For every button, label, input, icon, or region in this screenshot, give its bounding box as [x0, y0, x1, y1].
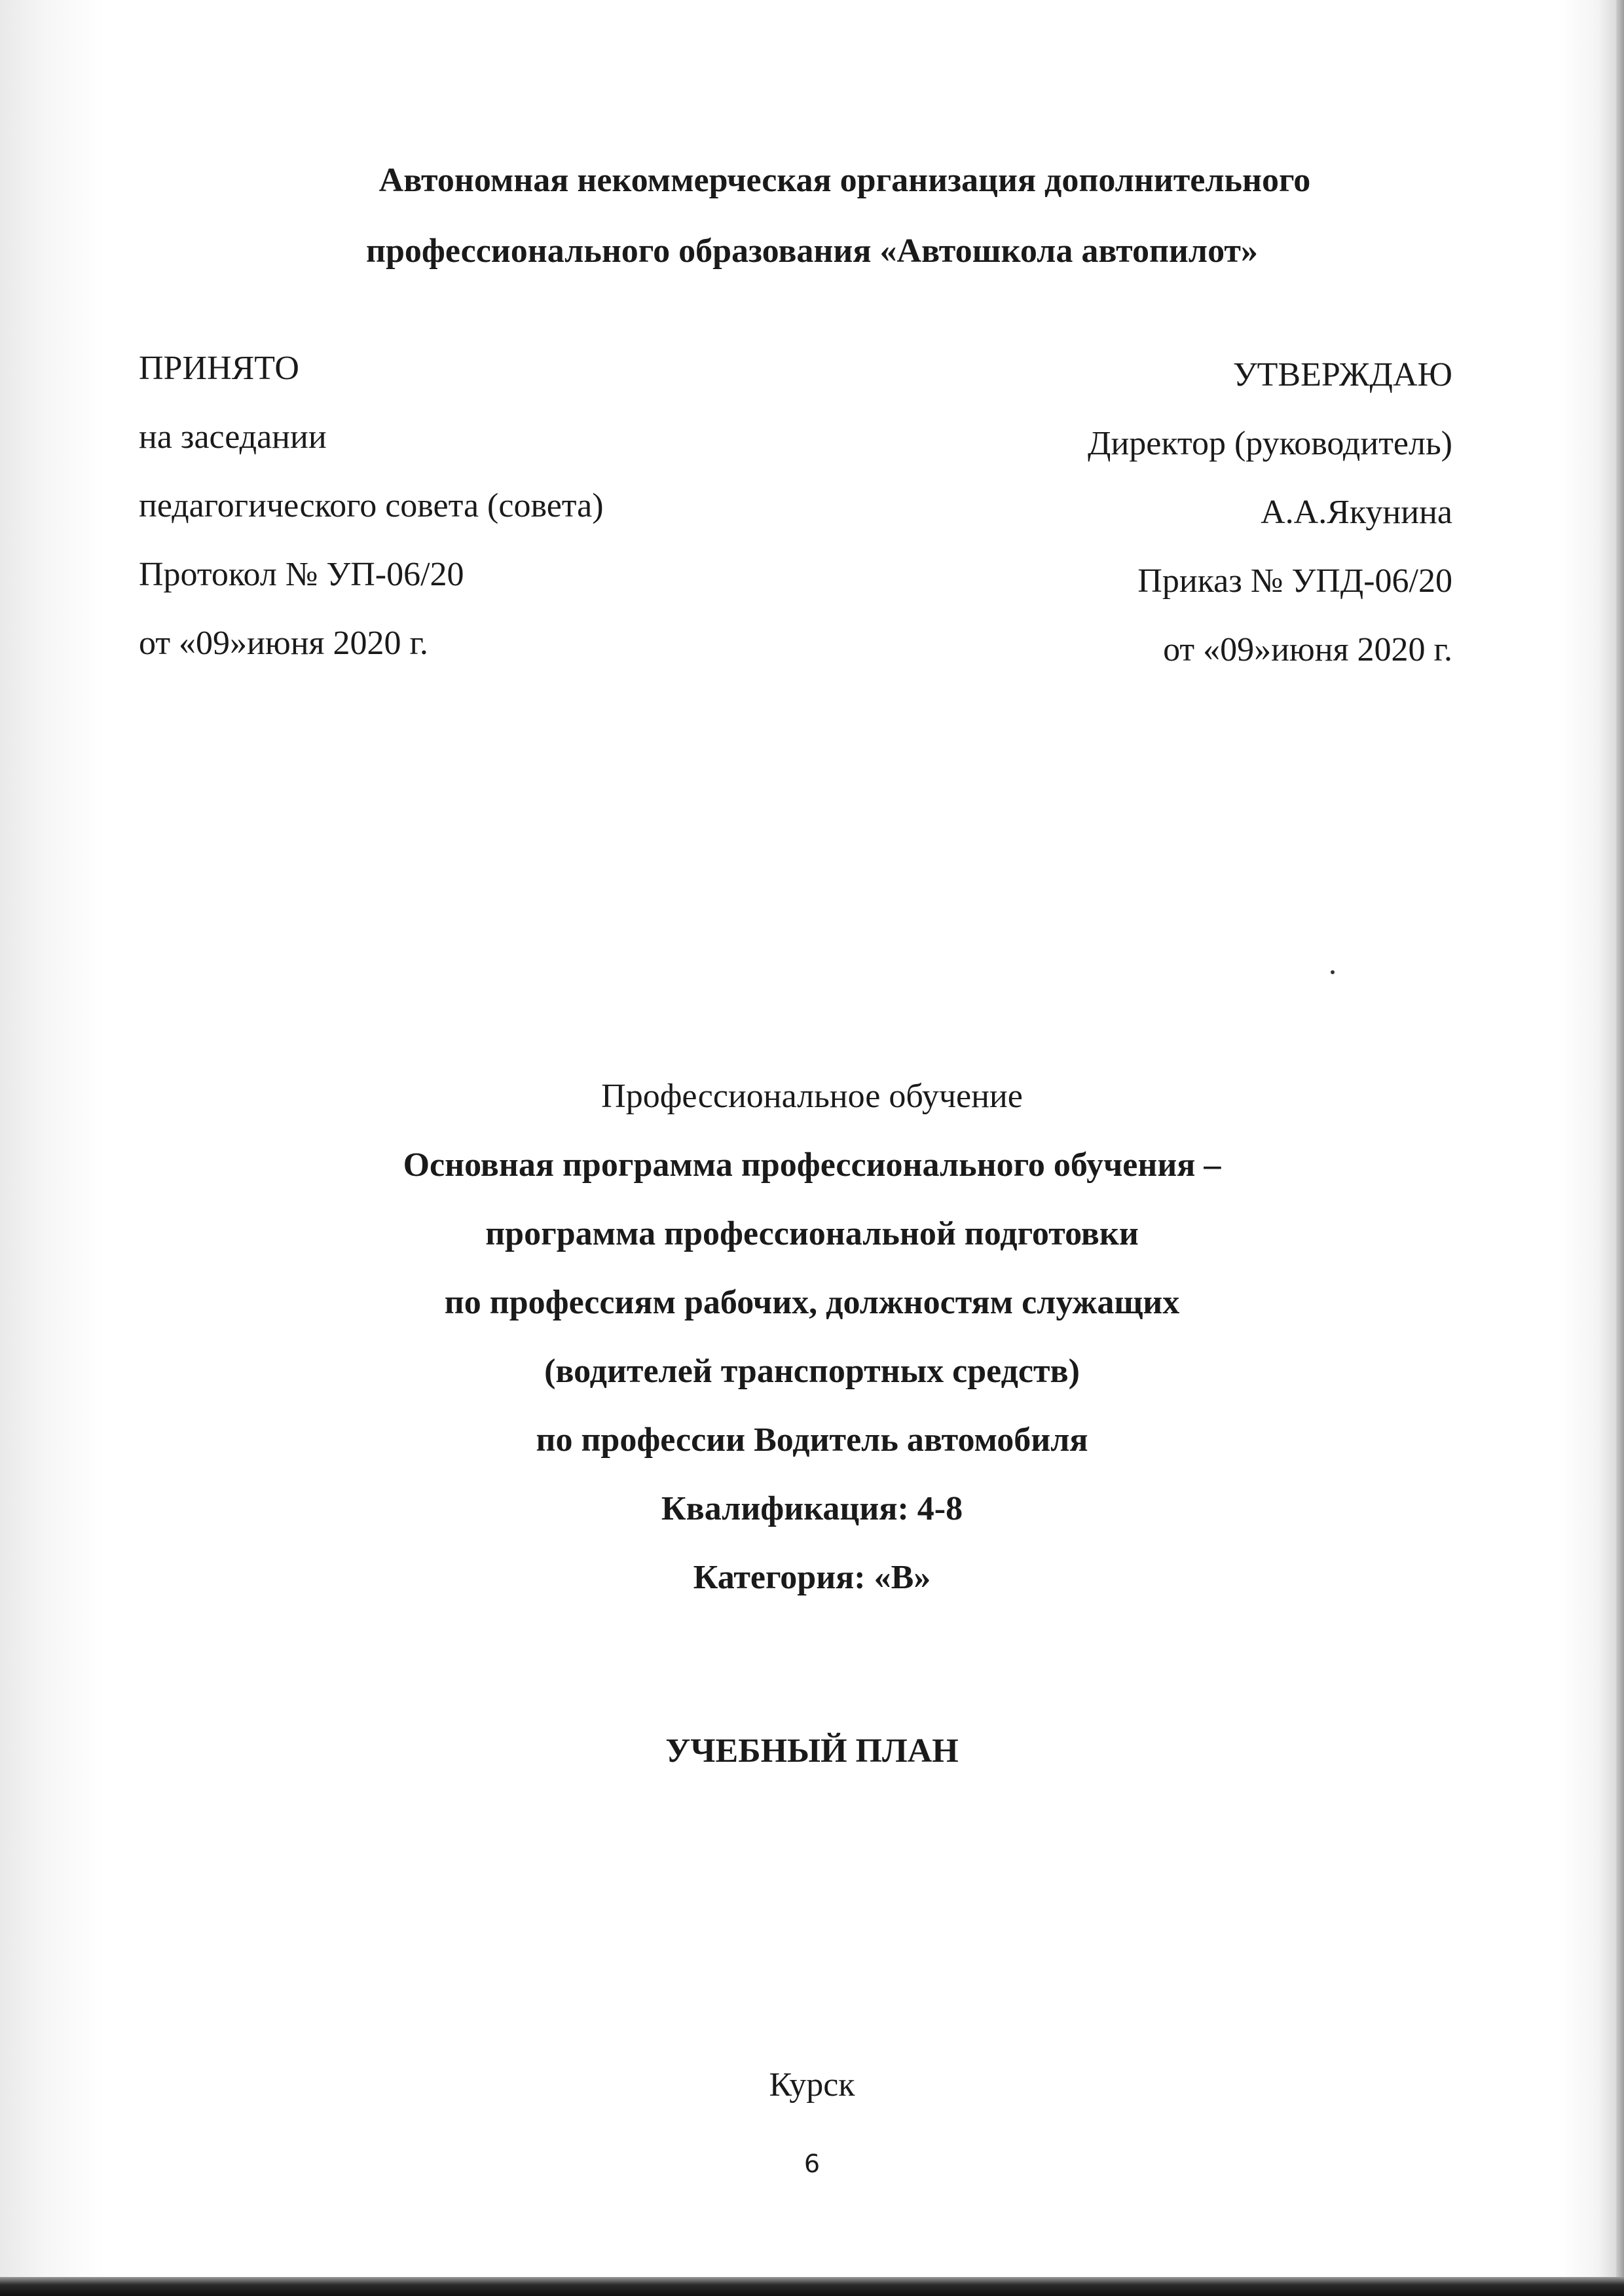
program-category: Категория: «В»: [693, 1559, 931, 1596]
organization-name-line-1: Автономная некоммерческая организация дополнительного: [378, 162, 1311, 199]
approved-name: А.А.Якунина: [1261, 494, 1452, 531]
approved-block: [1088, 340, 1452, 684]
accepted-protocol: Протокол № УП-06/20: [139, 556, 464, 593]
program-title-line-4: (водителей транспортных средств): [544, 1353, 1080, 1390]
page-number: 6: [803, 2149, 821, 2178]
scan-bottom-edge: [0, 2277, 1624, 2296]
accepted-title: ПРИНЯТО: [139, 350, 299, 387]
approved-title: УТВЕРЖДАЮ: [1232, 356, 1452, 393]
accepted-council-line: педагогического совета (совета): [139, 487, 604, 524]
program-title-line-1: Основная программа профессионального обучения –: [403, 1146, 1221, 1184]
program-profession: по профессии Водитель автомобиля: [536, 1421, 1088, 1459]
program-qualification: Квалификация: 4-8: [661, 1490, 963, 1527]
organization-name-line-2: профессионального образования «Автошкола автопилот»: [366, 232, 1258, 270]
scan-speck: [1331, 970, 1335, 974]
program-title-line-3: по профессиям рабочих, должностям служащих: [444, 1284, 1180, 1321]
organization-header: [196, 145, 1428, 287]
accepted-meeting-line: на заседании: [139, 418, 327, 456]
city: Курск: [769, 2066, 855, 2104]
program-type: Профессиональное обучение: [601, 1078, 1023, 1115]
accepted-date: от «09»июня 2020 г.: [139, 625, 428, 662]
approved-date: от «09»июня 2020 г.: [1163, 631, 1452, 668]
scan-right-edge: [1616, 0, 1624, 2278]
accepted-block: [139, 334, 604, 678]
approved-position: Директор (руководитель): [1087, 425, 1452, 462]
program-title-line-2: программа профессиональной подготовки: [485, 1215, 1139, 1252]
document-title: УЧЕБНЫЙ ПЛАН: [665, 1732, 959, 1770]
approved-order: Приказ № УПД-06/20: [1137, 562, 1452, 600]
program-block: [196, 1062, 1428, 1612]
